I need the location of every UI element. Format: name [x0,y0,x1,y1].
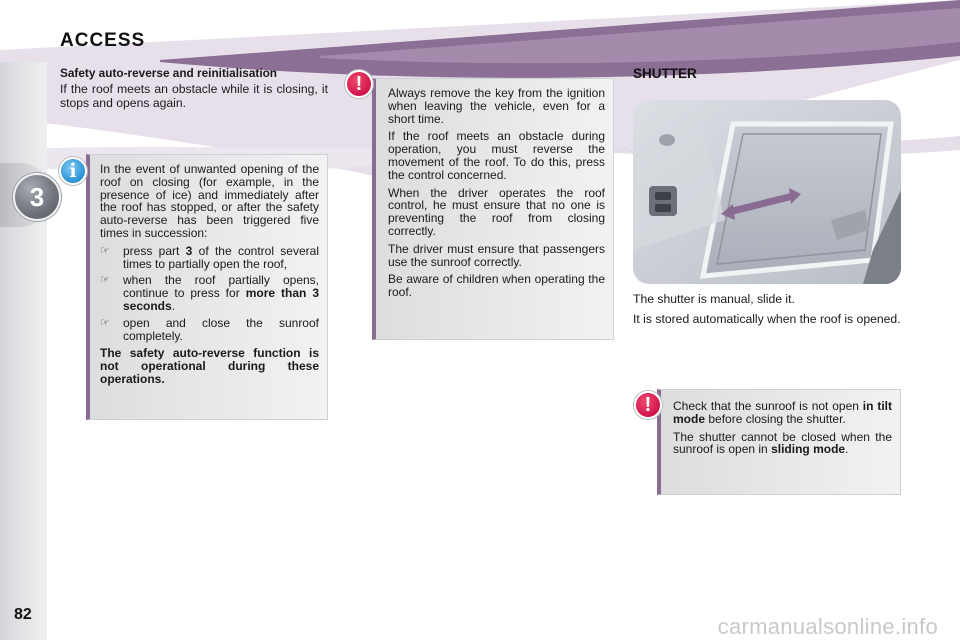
list-item [100,317,319,343]
warning-text-post: before closing the shutter. [705,411,846,426]
warning-icon: ! [345,70,373,98]
warning-paragraph [673,400,892,426]
warning-paragraph: Be aware of children when operating the roof. [388,272,605,300]
bullet-text-post: . [171,298,176,313]
warning-box-shutter [657,389,901,495]
shutter-text [633,293,901,332]
warning-paragraph: When the driver operates the roof control, he must ensure that no one is preventing the roof from closing correctly. [388,185,605,238]
pointing-hand-icon: ☞ [100,274,110,287]
shutter-title: SHUTTER [633,66,697,81]
bullet-text-bold: 3 [185,243,193,258]
warning-paragraph: If the roof meets an obstacle during operation, you must reverse the movement of the roof. To do this, press the control concerned. [388,129,605,182]
warning-text-bold: sliding mode [771,442,846,457]
warning-text-pre: Check that the sunroof is not open [673,399,863,413]
side-strip [0,62,47,640]
watermark-text: carmanualsonline.info [717,614,938,639]
warning-paragraph: The driver must ensure that passengers use the sunroof correctly. [388,241,605,269]
list-item [100,274,319,312]
pointing-hand-icon: ☞ [100,244,110,257]
info-box [86,154,328,420]
bullet-text-pre: open and close the sunroof completely. [123,315,319,343]
info-steps-list [100,245,319,343]
shutter-paragraph: It is stored automatically when the roof is opened. [633,311,901,326]
warning-paragraph [673,431,892,457]
bullet-text-bold: more than 3 seconds [123,286,320,313]
sunroof-shutter-photo [633,100,901,284]
warning-paragraph: Always remove the key from the ignition when leaving the vehicle, even for a short time. [388,86,605,126]
info-warning-text: The safety auto-reverse function is not operational during these operations. [100,346,319,386]
shutter-paragraph: The shutter is manual, slide it. [633,292,795,306]
page-title: ACCESS [60,30,146,51]
section-body: If the roof meets an obstacle while it is closing, it stops and opens again. [60,82,328,110]
safety-auto-reverse-section [60,67,328,117]
warning-icon: ! [634,391,662,419]
chapter-number: 3 [13,173,61,221]
warning-text-pre: The shutter cannot be closed when the sunroof is open in [673,429,892,457]
info-warning [100,347,319,385]
warning-box-key [372,78,614,340]
list-item [100,245,319,271]
warning-text-post: . [845,442,849,457]
pointing-hand-icon: ☞ [100,316,110,329]
bullet-text-post: of the control several times to partially open the roof, [123,243,319,271]
page-number: 82 [14,606,32,623]
section-subheading: Safety auto-reverse and reinitialisation [60,66,278,80]
warning-text-bold: in tilt mode [673,399,892,426]
bullet-text-pre: when the roof partially opens, continue to press for [123,273,319,301]
bullet-text-pre: press part [123,243,186,258]
info-intro: In the event of unwanted opening of the roof on closing (for example, in the presence of ice) and immediately after the roof has stopped, or after the safety auto-reverse has been triggered five times in succession: [100,162,319,240]
info-icon: i [59,157,87,185]
